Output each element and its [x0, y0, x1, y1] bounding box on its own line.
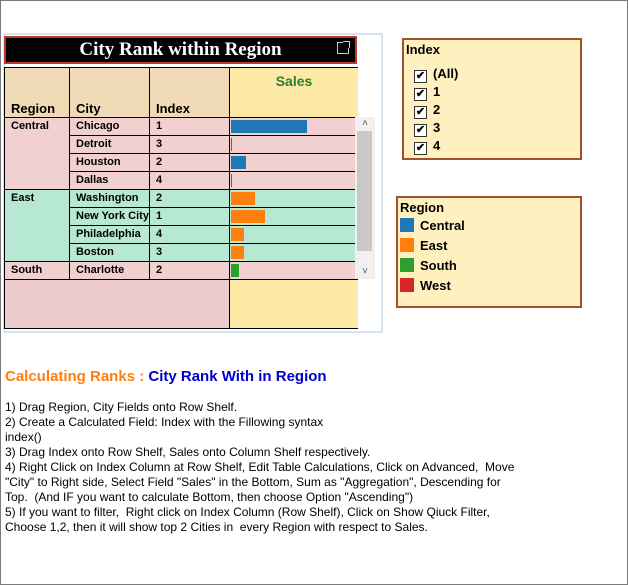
- instruction-line: Top. (And IF you want to calculate Bottom, then choose Option "Ascending"): [5, 490, 414, 504]
- sales-bar[interactable]: [231, 192, 255, 205]
- index-cell[interactable]: 2: [150, 190, 230, 208]
- index-header[interactable]: Index: [150, 68, 230, 117]
- index-cell[interactable]: 2: [150, 154, 230, 172]
- checkbox-icon[interactable]: ✔: [415, 70, 426, 82]
- index-filter-panel: [402, 38, 582, 160]
- table-scrollbar[interactable]: [355, 117, 375, 279]
- table-body: [5, 117, 358, 280]
- index-filter-option[interactable]: ✔ 1: [415, 84, 441, 100]
- instruction-line: 5) If you want to filter, Right click on Index Column (Row Shelf), Click on Show Qiuck Filter,: [5, 505, 490, 519]
- popout-icon[interactable]: [337, 42, 349, 54]
- instruction-line: 4) Right Click on Index Column at Row Shelf, Edit Table Calculations, Click on Advanced, Move: [5, 460, 515, 474]
- index-cell[interactable]: 1: [150, 208, 230, 226]
- legend-swatch-icon: [400, 238, 414, 252]
- index-filter-option[interactable]: ✔ (All): [415, 66, 459, 82]
- dashboard-title: [4, 36, 357, 64]
- scroll-thumb[interactable]: [357, 131, 372, 251]
- instruction-line: 3) Drag Index onto Row Shelf, Sales onto Column Shelf respectively.: [5, 445, 371, 459]
- index-cell[interactable]: 4: [150, 172, 230, 190]
- table-blank-area: [5, 279, 230, 328]
- checkbox-icon[interactable]: ✔: [415, 88, 426, 100]
- legend-item[interactable]: East: [400, 238, 447, 254]
- instruction-line: "City" to Right side, Select Field "Sales" in the Bottom, Sum as "Aggregation", Descending for: [5, 475, 501, 489]
- sales-header[interactable]: Sales: [230, 68, 358, 117]
- city-cell[interactable]: Washington: [70, 190, 150, 208]
- sales-bar[interactable]: [231, 156, 246, 169]
- legend-item[interactable]: Central: [400, 218, 465, 234]
- legend-swatch-icon: [400, 278, 414, 292]
- instructions-heading: Calculating Ranks : City Rank With in Region: [5, 368, 327, 385]
- index-cell[interactable]: 2: [150, 262, 230, 280]
- index-cell[interactable]: 3: [150, 244, 230, 262]
- instruction-line: index(): [5, 430, 42, 444]
- dashboard-title-text: City Rank within Region: [79, 39, 282, 60]
- region-cell[interactable]: Central: [5, 118, 70, 190]
- checkbox-icon[interactable]: ✔: [415, 124, 426, 136]
- sales-cell: [230, 262, 358, 280]
- instruction-line: Choose 1,2, then it will show top 2 Cities in every Region with respect to Sales.: [5, 520, 428, 534]
- sales-cell: [230, 226, 358, 244]
- legend-item[interactable]: West: [400, 278, 451, 294]
- city-header[interactable]: City: [70, 68, 150, 117]
- region-header[interactable]: Region: [5, 68, 70, 117]
- city-cell[interactable]: Philadelphia: [70, 226, 150, 244]
- index-cell[interactable]: 4: [150, 226, 230, 244]
- checkbox-icon[interactable]: ✔: [415, 142, 426, 154]
- sales-bar[interactable]: [231, 246, 244, 259]
- city-cell[interactable]: Boston: [70, 244, 150, 262]
- instruction-line: 1) Drag Region, City Fields onto Row Shelf.: [5, 400, 238, 414]
- legend-item[interactable]: South: [400, 258, 457, 274]
- legend-swatch-icon: [400, 218, 414, 232]
- scroll-down-icon[interactable]: ˅: [362, 266, 368, 277]
- region-cell[interactable]: East: [5, 190, 70, 262]
- index-cell[interactable]: 3: [150, 136, 230, 154]
- city-cell[interactable]: New York City: [70, 208, 150, 226]
- city-cell[interactable]: Detroit: [70, 136, 150, 154]
- sales-bar[interactable]: [231, 174, 232, 187]
- index-filter-option[interactable]: ✔ 4: [415, 138, 441, 154]
- sales-bar[interactable]: [231, 120, 307, 133]
- city-cell[interactable]: Dallas: [70, 172, 150, 190]
- legend-swatch-icon: [400, 258, 414, 272]
- sales-cell: [230, 244, 358, 262]
- index-filter-title: Index: [406, 42, 440, 57]
- region-legend-panel: [396, 196, 582, 308]
- sales-cell: [230, 154, 358, 172]
- region-cell[interactable]: South: [5, 262, 70, 280]
- rank-table: [4, 67, 358, 329]
- city-cell[interactable]: Chicago: [70, 118, 150, 136]
- scroll-up-icon[interactable]: ˄: [362, 118, 368, 129]
- sales-bar[interactable]: [231, 228, 244, 241]
- sales-blank-area: [230, 279, 358, 328]
- index-filter-option[interactable]: ✔ 3: [415, 120, 441, 136]
- city-cell[interactable]: Houston: [70, 154, 150, 172]
- sales-cell: [230, 136, 358, 154]
- region-legend-title: Region: [400, 200, 445, 215]
- checkbox-icon[interactable]: ✔: [415, 106, 426, 118]
- index-cell[interactable]: 1: [150, 118, 230, 136]
- instruction-line: 2) Create a Calculated Field: Index with the Fillowing syntax: [5, 415, 324, 429]
- sales-bar[interactable]: [231, 138, 232, 151]
- sales-cell: [230, 172, 358, 190]
- sales-bar[interactable]: [231, 264, 239, 277]
- city-cell[interactable]: Charlotte: [70, 262, 150, 280]
- index-filter-option[interactable]: ✔ 2: [415, 102, 441, 118]
- sales-bar[interactable]: [231, 210, 265, 223]
